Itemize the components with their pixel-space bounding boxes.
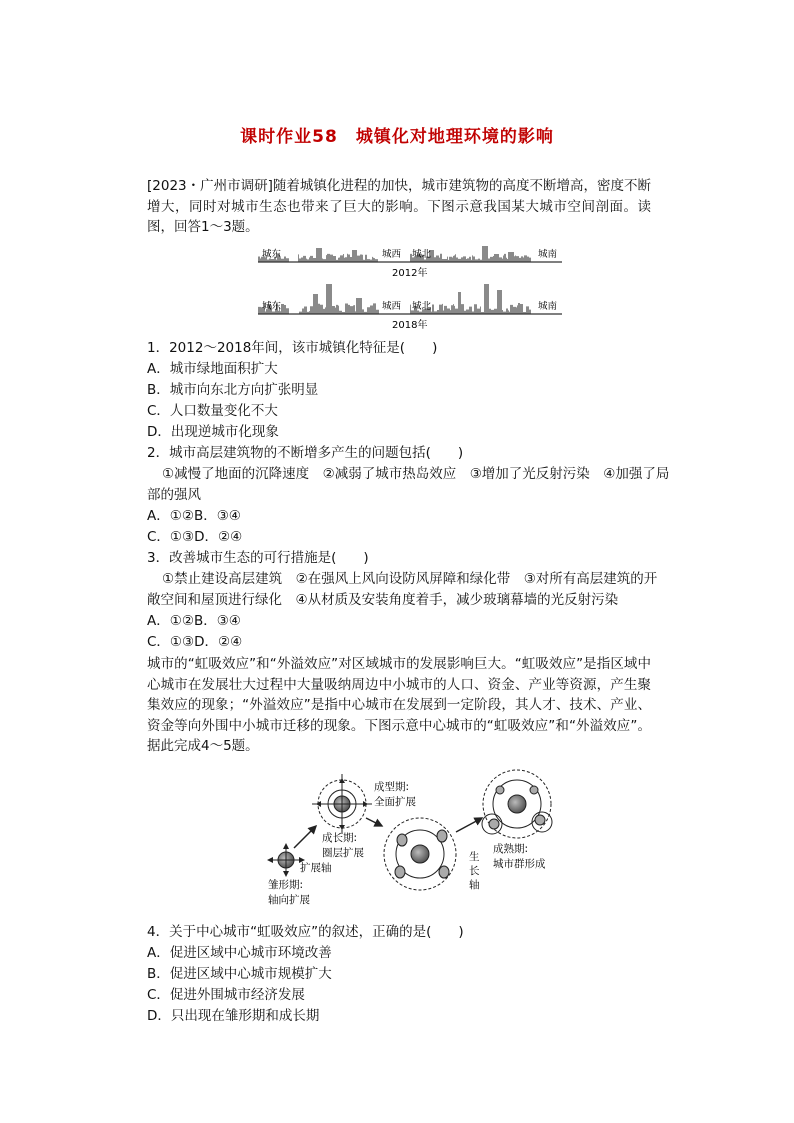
q3-stem: 3．改善城市生态的可行措施是( )	[147, 550, 369, 566]
q2-items-line1: ①减慢了地面的沉降速度 ②减弱了城市热岛效应 ③增加了光反射污染 ④加强了局	[162, 466, 670, 482]
q2-options-ab[interactable]: A．①②B．③④	[147, 508, 241, 524]
label-east-2012: 城东	[262, 249, 282, 260]
q3-items-line2: 敞空间和屋顶进行绿化 ④从材质及安装角度着手，减少玻璃幕墙的光反射污染	[147, 592, 619, 608]
arrow-1-2	[294, 826, 316, 848]
q4-stem: 4．关于中心城市“虹吸效应”的叙述，正确的是( )	[147, 924, 464, 940]
stage1-label-2: 轴向扩展	[268, 894, 310, 906]
stage3-label-1: 成型期:	[374, 781, 410, 793]
arrow-3-4	[456, 818, 482, 832]
q1-option-a[interactable]: A．城市绿地面积扩大	[147, 361, 278, 377]
q1-option-c[interactable]: C．人口数量变化不大	[147, 403, 278, 419]
stage2-diagram	[312, 774, 372, 834]
label-west-2012: 城西	[382, 249, 402, 260]
q2-options-cd[interactable]: C．①③D．②④	[147, 529, 243, 545]
growth-axis-2: 长	[469, 865, 480, 877]
stage2-label-2: 圈层扩展	[322, 847, 364, 859]
stage3-label-2: 全面扩展	[374, 796, 416, 808]
year-2012: 2012年	[392, 268, 428, 279]
q4-option-b[interactable]: B．促进区域中心城市规模扩大	[147, 966, 332, 982]
stage2-label-3: 扩展轴	[300, 862, 332, 874]
q2-items-line2: 部的强风	[147, 487, 201, 503]
label-south-2018: 城南	[538, 301, 558, 312]
q2-stem: 2．城市高层建筑物的不断增多产生的问题包括( )	[147, 445, 464, 461]
stage4-diagram	[482, 770, 552, 838]
intro-paragraph: [2023・广州市调研]随着城镇化进程的加快，城市建筑物的高度不断增高，密度不断增大，同时对城市生态也带来了巨大的影响。下图示意我国某大城市空间剖面。读图，回答1～3题。	[147, 178, 651, 235]
urban-expansion-figure	[262, 768, 562, 910]
stage1-diagram	[268, 844, 304, 876]
stage4-label-1: 成熟期:	[493, 843, 529, 855]
q3-items-line1: ①禁止建设高层建筑 ②在强风上风向设防风屏障和绿化带 ③对所有高层建筑的开	[162, 571, 658, 587]
stage3-diagram	[384, 818, 456, 890]
label-west-2018: 城西	[382, 301, 402, 312]
q4-option-c[interactable]: C．促进外围城市经济发展	[147, 987, 305, 1003]
q3-options-cd[interactable]: C．①③D．②④	[147, 634, 243, 650]
q1-option-d[interactable]: D．出现逆城市化现象	[147, 424, 279, 440]
page-title: 课时作业58 城镇化对地理环境的影响	[240, 127, 554, 147]
q4-option-d[interactable]: D．只出现在雏形期和成长期	[147, 1008, 320, 1024]
city-profile-figure	[258, 240, 566, 332]
q1-option-b[interactable]: B．城市向东北方向扩张明显	[147, 382, 319, 398]
q3-options-ab[interactable]: A．①②B．③④	[147, 613, 241, 629]
stage1-label-1: 雏形期:	[268, 879, 304, 891]
skyline-2012	[258, 246, 562, 262]
intro2-paragraph: 城市的“虹吸效应”和“外溢效应”对区域城市的发展影响巨大。“虹吸效应”是指区域中心城市在发展壮大过程中大量吸纳周边中小城市的人口、资金、产业等资源，产生聚集效应的现象；“外溢效应”是指中心城市在发展到一定阶段，其人才、技术、产业、资金等向外围中小城市迁移的现象。下图示意中心城市的“虹吸效应”和“外溢效应”。据此完成4～5题。	[147, 656, 651, 754]
growth-axis-1: 生	[469, 851, 480, 863]
stage2-label-1: 成长期:	[322, 832, 358, 844]
stage4-label-2: 城市群形成	[493, 858, 546, 870]
label-south-2012: 城南	[538, 249, 558, 260]
year-2018: 2018年	[392, 320, 428, 331]
growth-axis-3: 轴	[469, 879, 480, 891]
label-north-2012: 城北	[412, 249, 432, 260]
arrow-2-3	[366, 818, 382, 826]
skyline-2018	[258, 284, 562, 314]
q4-option-a[interactable]: A．促进区域中心城市环境改善	[147, 945, 332, 961]
q1-stem: 1．2012～2018年间，该市城镇化特征是( )	[147, 340, 438, 356]
label-east-2018: 城东	[262, 301, 282, 312]
label-north-2018: 城北	[412, 301, 432, 312]
